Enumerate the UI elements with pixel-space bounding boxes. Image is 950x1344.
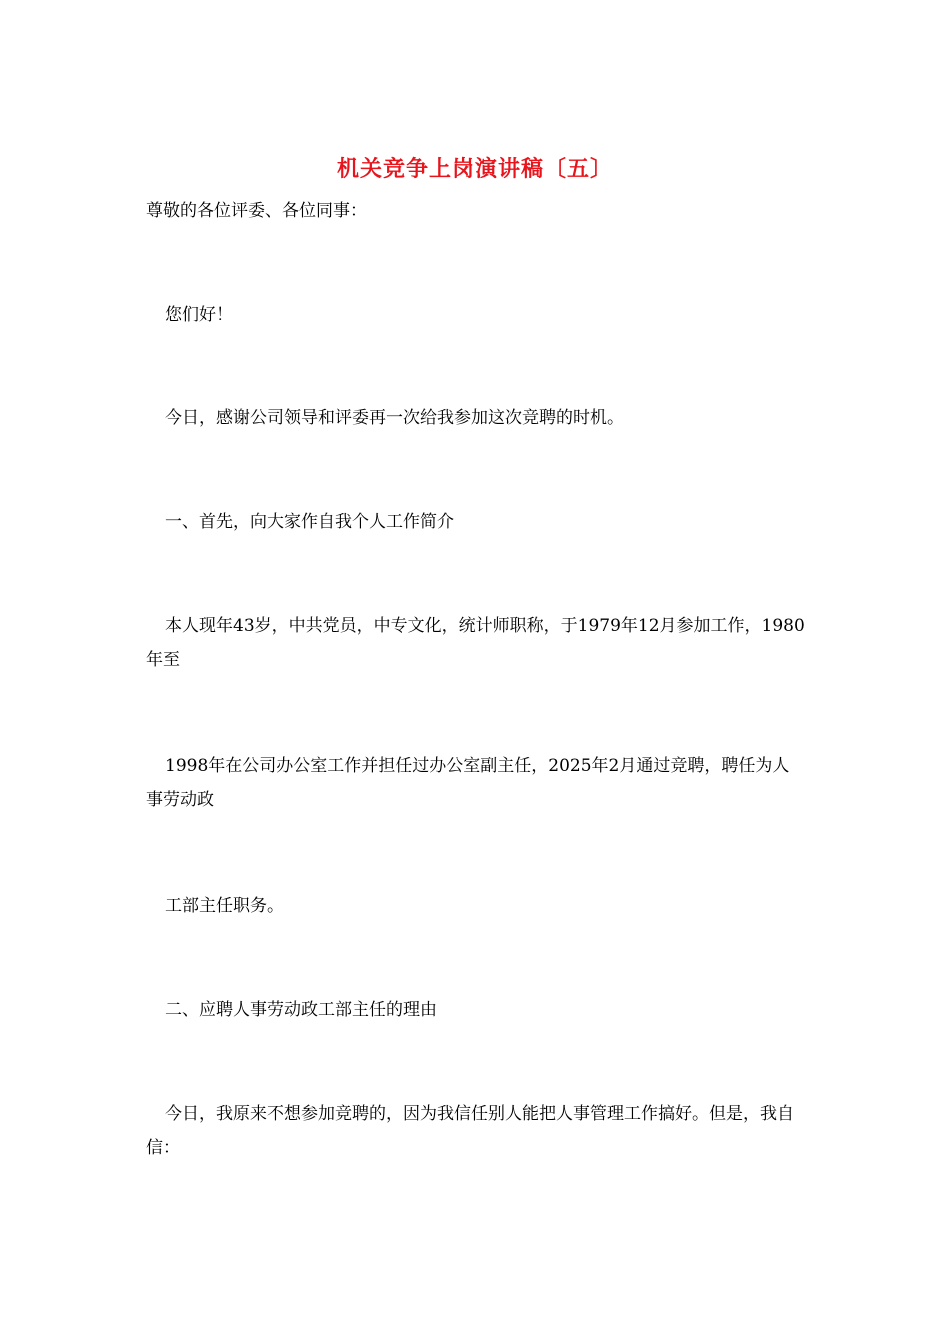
section-heading-2: 二、应聘人事劳动政工部主任的理由 bbox=[165, 1000, 437, 1020]
section-heading-1: 一、首先，向大家作自我个人工作简介 bbox=[165, 512, 454, 532]
paragraph-thanks: 今日，感谢公司领导和评委再一次给我参加这次竞聘的时机。 bbox=[165, 408, 624, 428]
paragraph-bio-3: 工部主任职务。 bbox=[165, 896, 284, 916]
greeting: 您们好！ bbox=[165, 305, 233, 325]
document-title: 机关竞争上岗演讲稿〔五〕 bbox=[336, 156, 613, 182]
paragraph-bio-2: 1998年在公司办公室工作并担任过办公室副主任，2025年2月通过竞聘，聘任为人事劳动政 bbox=[146, 756, 790, 810]
paragraph-bio-1: 本人现年43岁，中共党员，中专文化，统计师职称，于1979年12月参加工作，1980年至 bbox=[146, 616, 805, 670]
salutation: 尊敬的各位评委、各位同事： bbox=[146, 201, 367, 221]
paragraph-reason: 今日，我原来不想参加竞聘的，因为我信任别人能把人事管理工作搞好。但是，我自信： bbox=[146, 1104, 794, 1158]
